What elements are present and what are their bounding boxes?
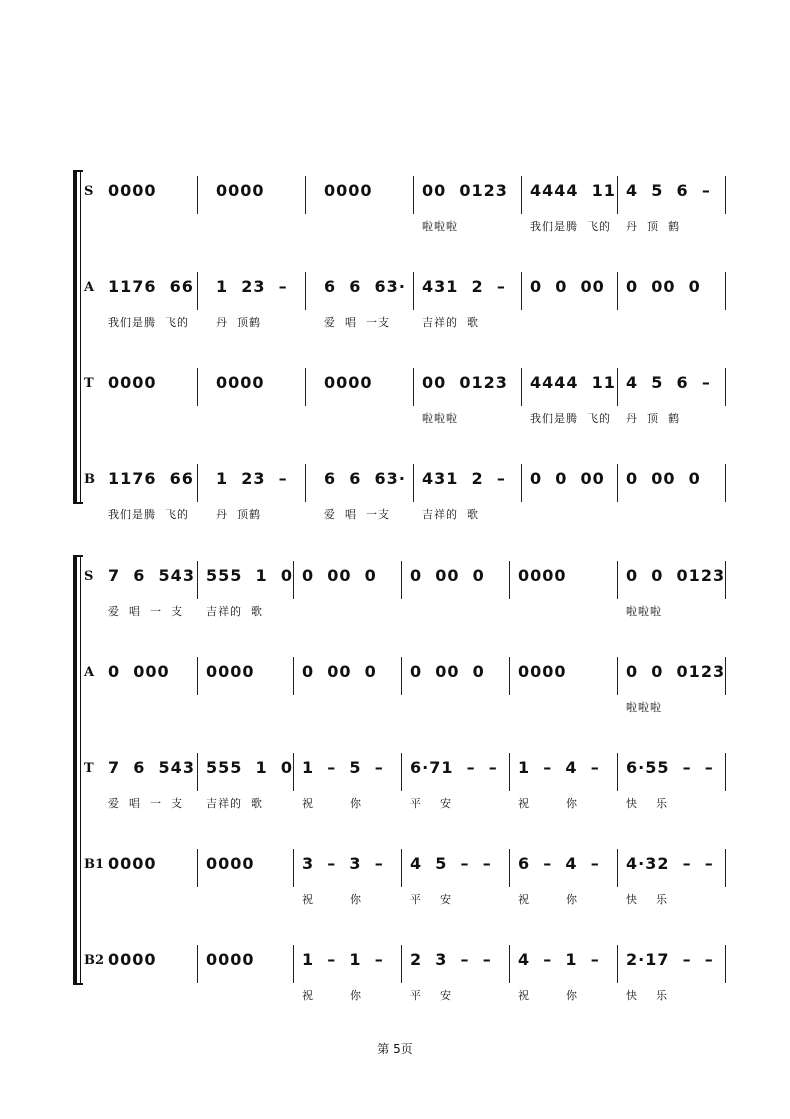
- measure-notes: 6 6 63·: [324, 469, 406, 488]
- barline: [725, 368, 726, 406]
- part-label: S: [84, 184, 94, 199]
- barline: [401, 849, 402, 887]
- measure-notes: 6 6 63·: [324, 277, 406, 296]
- measure-notes: 00 0123: [422, 181, 508, 200]
- lyric-text: 啦啦啦: [422, 220, 458, 233]
- lyric-text: 丹 顶鹤: [216, 316, 261, 329]
- barline: [197, 561, 198, 599]
- measure-notes: 00 0123: [422, 373, 508, 392]
- lyric-text: 爱 唱 一 支: [108, 605, 183, 618]
- lyric-text: 快 乐: [626, 893, 668, 906]
- part-label: S: [84, 569, 94, 584]
- bracket-hook: [73, 555, 83, 557]
- lyric-text: 丹 顶 鹤: [626, 412, 680, 425]
- barline: [725, 753, 726, 791]
- measure-notes: 0000: [108, 373, 157, 392]
- lyric-text: 祝 你: [302, 797, 362, 810]
- measure-notes: 6 – 4 –: [518, 854, 600, 873]
- barline: [725, 272, 726, 310]
- barline: [413, 368, 414, 406]
- measure-notes: 0000: [108, 950, 157, 969]
- measure-notes: 555 1 0: [206, 758, 293, 777]
- measure-notes: 0 0 00: [530, 469, 605, 488]
- barline: [617, 753, 618, 791]
- lyric-text: 祝 你: [302, 893, 362, 906]
- barline: [197, 464, 198, 502]
- barline: [617, 272, 618, 310]
- lyric-text: 我们是腾 飞的: [530, 412, 611, 425]
- barline: [509, 561, 510, 599]
- measure-notes: 7 6 543: [108, 566, 195, 585]
- measure-notes: 0000: [216, 373, 265, 392]
- barline: [521, 272, 522, 310]
- barline: [725, 657, 726, 695]
- measure-notes: 555 1 0: [206, 566, 293, 585]
- barline: [401, 753, 402, 791]
- measure-notes: 0 0 00: [530, 277, 605, 296]
- measure-notes: 0 00 0: [302, 566, 377, 585]
- barline: [305, 272, 306, 310]
- measure-notes: 0 00 0: [626, 469, 701, 488]
- barline: [725, 945, 726, 983]
- lyric-text: 啦啦啦: [626, 605, 662, 618]
- measure-notes: 1176 66: [108, 277, 194, 296]
- measure-notes: 1176 66: [108, 469, 194, 488]
- measure-notes: 3 – 3 –: [302, 854, 384, 873]
- barline: [617, 368, 618, 406]
- measure-notes: 0 00 0: [410, 662, 485, 681]
- lyric-text: 丹 顶 鹤: [626, 220, 680, 233]
- measure-notes: 4·32 – –: [626, 854, 714, 873]
- lyric-text: 爱 唱 一 支: [108, 797, 183, 810]
- lyric-text: 祝 你: [518, 893, 578, 906]
- measure-notes: 4 5 6 –: [626, 181, 711, 200]
- barline: [197, 272, 198, 310]
- barline: [197, 368, 198, 406]
- lyric-text: 快 乐: [626, 797, 668, 810]
- part-label: B: [84, 472, 95, 487]
- measure-notes: 4 5 – –: [410, 854, 492, 873]
- measure-notes: 4 5 6 –: [626, 373, 711, 392]
- barline: [725, 561, 726, 599]
- barline: [617, 561, 618, 599]
- lyric-text: 我们是腾 飞的: [108, 508, 189, 521]
- measure-notes: 7 6 543: [108, 758, 195, 777]
- barline: [197, 176, 198, 214]
- barline: [197, 753, 198, 791]
- barline: [197, 657, 198, 695]
- barline: [293, 657, 294, 695]
- barline: [725, 849, 726, 887]
- barline: [197, 849, 198, 887]
- lyric-text: 祝 你: [518, 797, 578, 810]
- measure-notes: 0 000: [108, 662, 170, 681]
- measure-notes: 431 2 –: [422, 469, 506, 488]
- measure-notes: 0000: [518, 566, 567, 585]
- barline: [617, 945, 618, 983]
- measure-notes: 0 0 0123: [626, 662, 726, 681]
- barline: [521, 176, 522, 214]
- barline: [401, 561, 402, 599]
- barline: [725, 176, 726, 214]
- system-bracket-line: [80, 170, 81, 504]
- lyric-text: 吉祥的 歌: [206, 605, 263, 618]
- score-system: [0, 555, 790, 1002]
- lyric-text: 爱 唱 一支: [324, 508, 390, 521]
- barline: [521, 368, 522, 406]
- measure-notes: 4444 11: [530, 373, 616, 392]
- barline: [305, 176, 306, 214]
- barline: [305, 464, 306, 502]
- measure-notes: 0000: [108, 854, 157, 873]
- barline: [617, 657, 618, 695]
- measure-notes: 0 00 0: [302, 662, 377, 681]
- system-bracket: [73, 170, 77, 504]
- barline: [413, 176, 414, 214]
- measure-notes: 1 23 –: [216, 277, 288, 296]
- measure-notes: 0000: [108, 181, 157, 200]
- measure-notes: 0000: [206, 854, 255, 873]
- measure-notes: 6·55 – –: [626, 758, 714, 777]
- measure-notes: 1 – 4 –: [518, 758, 600, 777]
- part-label: T: [84, 376, 94, 391]
- measure-notes: 0 0 0123: [626, 566, 726, 585]
- part-label: A: [84, 280, 95, 295]
- measure-notes: 0 00 0: [410, 566, 485, 585]
- score-system: [0, 170, 790, 521]
- barline: [413, 272, 414, 310]
- barline: [509, 657, 510, 695]
- lyric-text: 我们是腾 飞的: [108, 316, 189, 329]
- lyric-text: 爱 唱 一支: [324, 316, 390, 329]
- measure-notes: 0000: [324, 181, 373, 200]
- barline: [617, 464, 618, 502]
- page-number: 第 5页: [377, 1042, 413, 1056]
- lyric-text: 啦啦啦: [422, 412, 458, 425]
- measure-notes: 0000: [216, 181, 265, 200]
- lyric-text: 啦啦啦: [626, 701, 662, 714]
- lyric-text: 吉祥的 歌: [422, 316, 479, 329]
- lyric-text: 平 安: [410, 989, 452, 1002]
- barline: [617, 176, 618, 214]
- lyric-text: 平 安: [410, 797, 452, 810]
- lyric-text: 祝 你: [302, 989, 362, 1002]
- bracket-hook: [73, 170, 83, 172]
- lyric-text: 平 安: [410, 893, 452, 906]
- part-label: T: [84, 761, 94, 776]
- lyric-text: 吉祥的 歌: [422, 508, 479, 521]
- measure-notes: 1 – 5 –: [302, 758, 384, 777]
- part-label: B2: [84, 953, 105, 968]
- part-label: B1: [84, 857, 105, 872]
- measure-notes: 0000: [206, 950, 255, 969]
- barline: [401, 657, 402, 695]
- barline: [305, 368, 306, 406]
- barline: [725, 464, 726, 502]
- barline: [293, 753, 294, 791]
- measure-notes: 0000: [206, 662, 255, 681]
- measure-notes: 2 3 – –: [410, 950, 492, 969]
- barline: [293, 561, 294, 599]
- barline: [413, 464, 414, 502]
- lyric-text: 祝 你: [518, 989, 578, 1002]
- bracket-hook: [73, 983, 83, 985]
- barline: [509, 753, 510, 791]
- barline: [509, 849, 510, 887]
- barline: [293, 945, 294, 983]
- measure-notes: 0 00 0: [626, 277, 701, 296]
- measure-notes: 6·71 – –: [410, 758, 498, 777]
- measure-notes: 0000: [324, 373, 373, 392]
- lyric-text: 丹 顶鹤: [216, 508, 261, 521]
- lyric-text: 我们是腾 飞的: [530, 220, 611, 233]
- measure-notes: 2·17 – –: [626, 950, 714, 969]
- measure-notes: 0000: [518, 662, 567, 681]
- part-label: A: [84, 665, 95, 680]
- barline: [197, 945, 198, 983]
- measure-notes: 4444 11: [530, 181, 616, 200]
- bracket-hook: [73, 502, 83, 504]
- measure-notes: 1 23 –: [216, 469, 288, 488]
- measure-notes: 431 2 –: [422, 277, 506, 296]
- barline: [401, 945, 402, 983]
- barline: [521, 464, 522, 502]
- barline: [617, 849, 618, 887]
- lyric-text: 快 乐: [626, 989, 668, 1002]
- measure-notes: 4 – 1 –: [518, 950, 600, 969]
- system-bracket: [73, 555, 77, 985]
- barline: [509, 945, 510, 983]
- measure-notes: 1 – 1 –: [302, 950, 384, 969]
- lyric-text: 吉祥的 歌: [206, 797, 263, 810]
- system-bracket-line: [80, 555, 81, 985]
- barline: [293, 849, 294, 887]
